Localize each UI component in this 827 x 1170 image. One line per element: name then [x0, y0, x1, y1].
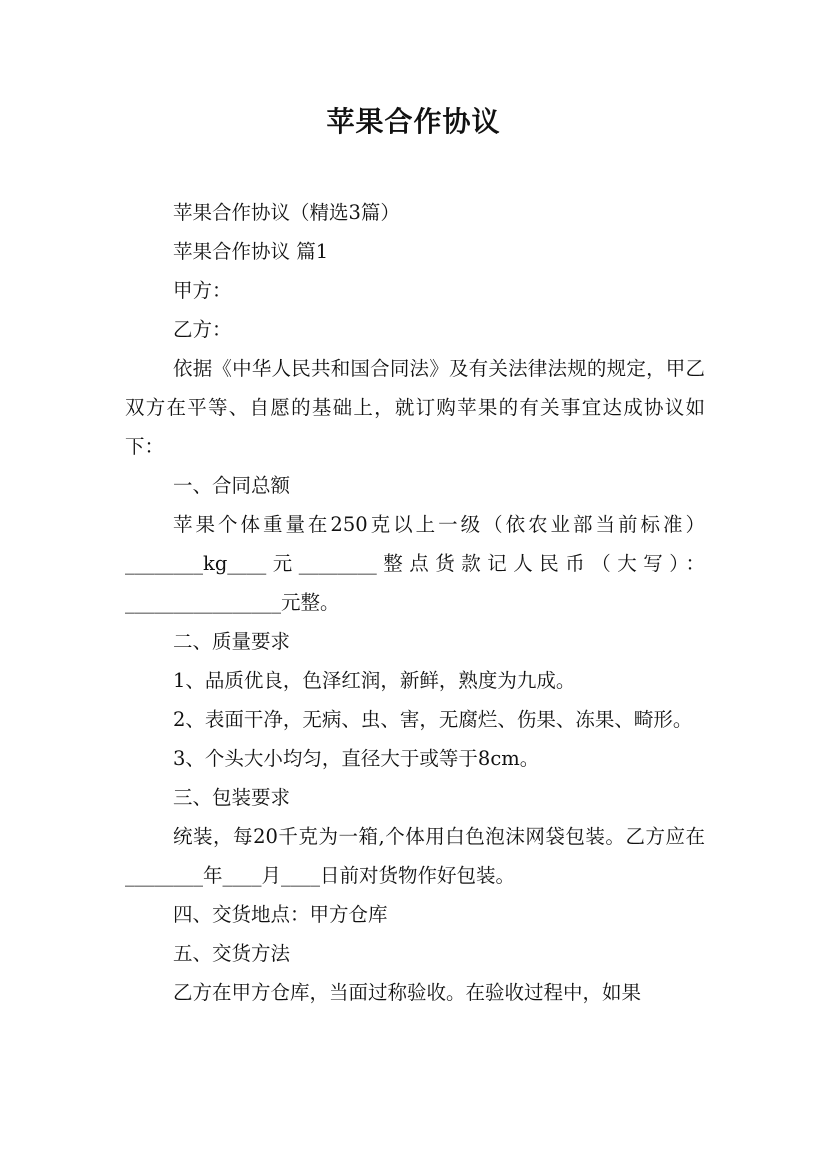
total-amount-paragraph: 苹果个体重量在250克以上一级（依农业部当前标准）________kg____元________整点货款记人民币（大写）：________________元整。 [125, 513, 705, 614]
subtitle-paragraph: 苹果合作协议（精选3篇） [173, 201, 400, 224]
clause-heading-total-amount: 一、合同总额 [173, 474, 291, 497]
packaging-paragraph: 统装，每20千克为一箱,个体用白色泡沫网袋包装。乙方应在________年____月____日前对货物作好包装。 [125, 825, 705, 887]
party-a-line: 甲方： [173, 279, 232, 302]
clause-heading-packaging: 三、包装要求 [173, 786, 291, 809]
section-heading-part-1: 苹果合作协议 篇1 [173, 240, 329, 263]
clause-delivery-location: 四、交货地点：甲方仓库 [173, 903, 388, 926]
quality-item-3: 3、个头大小均匀，直径大于或等于8cm。 [173, 747, 540, 770]
quality-item-2: 2、表面干净，无病、虫、害，无腐烂、伤果、冻果、畸形。 [173, 708, 693, 731]
clause-heading-quality: 二、质量要求 [173, 630, 291, 653]
delivery-method-paragraph: 乙方在甲方仓库，当面过称验收。在验收过程中，如果 [173, 981, 642, 1004]
document-body [125, 193, 705, 1012]
clause-heading-delivery-method: 五、交货方法 [173, 942, 291, 965]
document-title: 苹果合作协议 [326, 105, 501, 138]
preamble-paragraph: 依据《中华人民共和国合同法》及有关法律法规的规定，甲乙双方在平等、自愿的基础上，就订购苹果的有关事宜达成协议如下： [125, 357, 705, 458]
party-b-line: 乙方： [173, 318, 232, 341]
quality-item-1: 1、品质优良，色泽红润，新鲜，熟度为九成。 [173, 669, 576, 692]
